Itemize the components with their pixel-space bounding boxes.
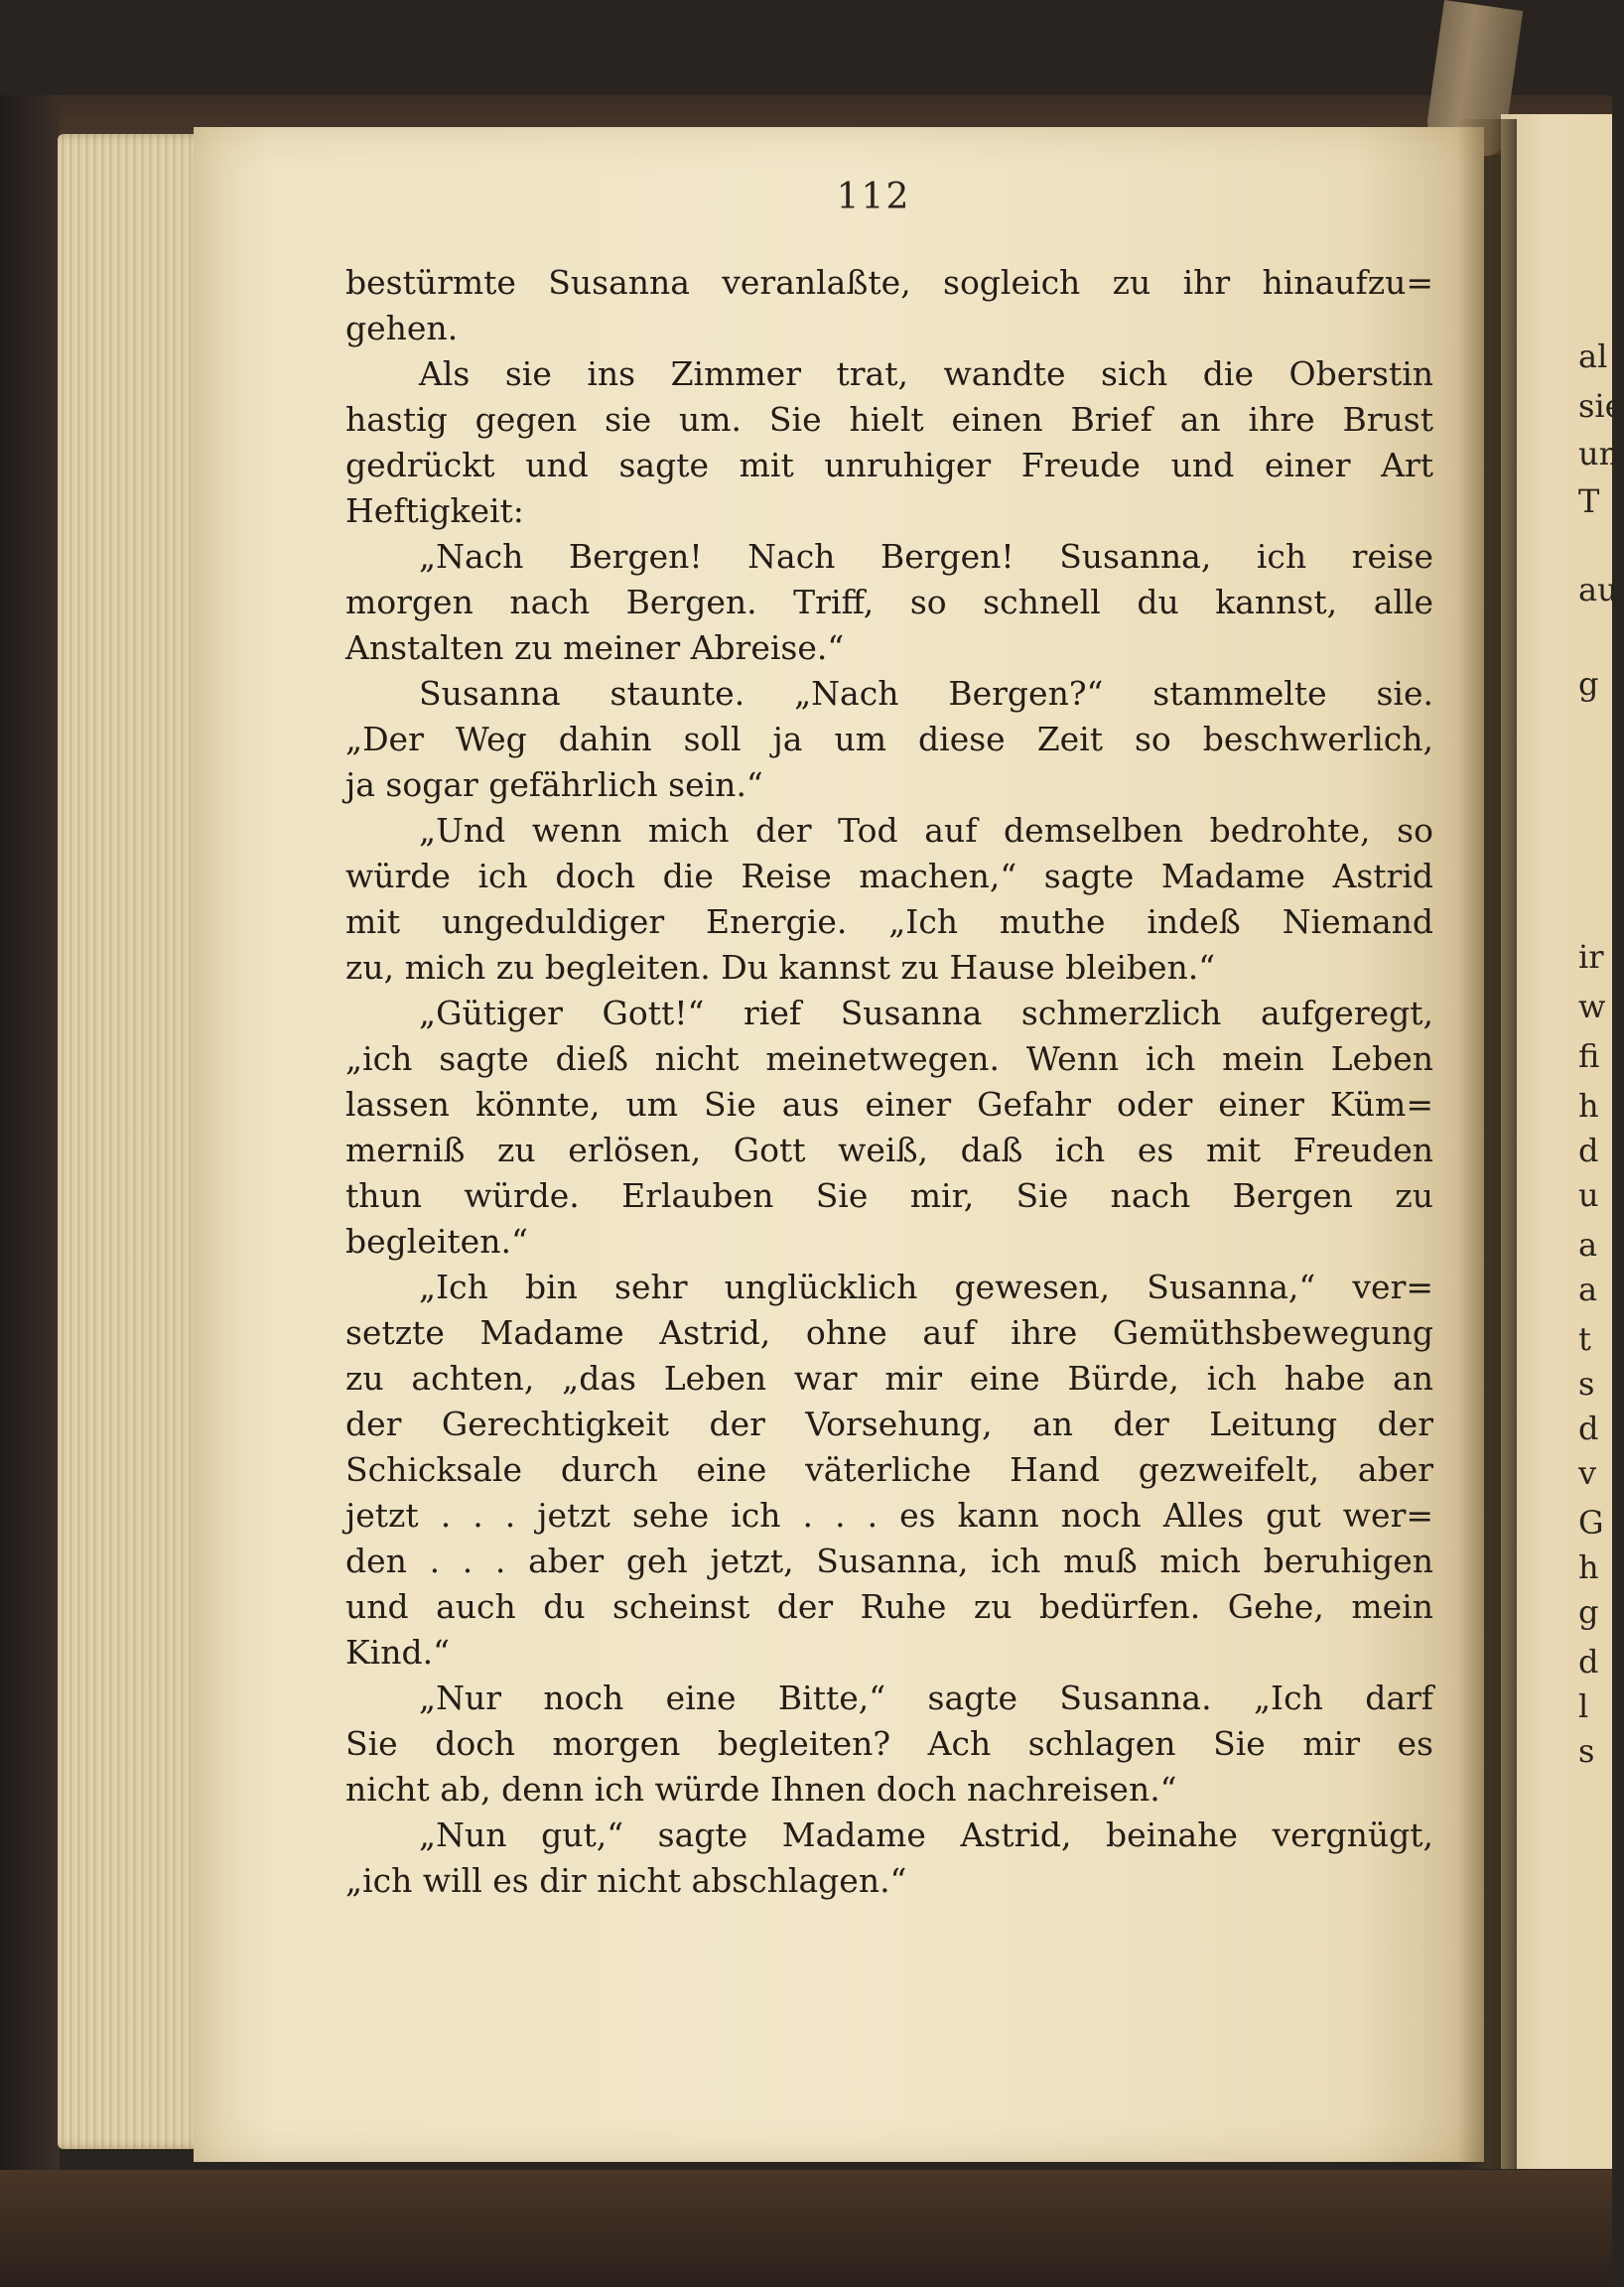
right-page-fragment: l xyxy=(1578,1687,1589,1725)
book-cover-left-edge xyxy=(0,95,60,2190)
text-line: mit ungeduldiger Energie. „Ich muthe indeß Niemand xyxy=(345,902,1433,941)
right-page-fragment: au xyxy=(1578,571,1618,608)
right-page-fragment: a xyxy=(1578,1271,1598,1308)
right-page-fragment: h xyxy=(1578,1087,1599,1125)
right-page-fragment: h xyxy=(1578,1548,1599,1586)
text-line: der Gerechtigkeit der Vorsehung, an der Leitung der xyxy=(345,1405,1433,1443)
page-number: 112 xyxy=(836,177,911,217)
right-page-fragment: u xyxy=(1578,1176,1599,1214)
right-page-fragment: d xyxy=(1578,1410,1599,1447)
book-cover-bottom-edge xyxy=(0,2170,1612,2287)
text-line: Heftigkeit: xyxy=(345,491,524,530)
text-line: bestürmte Susanna veranlaßte, sogleich zu ihr hinaufzu= xyxy=(345,263,1433,302)
right-page-fragment: fi xyxy=(1578,1037,1600,1075)
text-line: hastig gegen sie um. Sie hielt einen Brief an ihre Brust xyxy=(345,400,1433,439)
text-line: Schicksale durch eine väterliche Hand gezweifelt, aber xyxy=(345,1450,1433,1489)
right-page-fragment: g xyxy=(1578,1593,1599,1631)
text-line: jetzt . . . jetzt sehe ich . . . es kann noch Alles gut wer= xyxy=(345,1496,1433,1535)
right-page-fragment: w xyxy=(1578,988,1606,1025)
right-page-fragment: a xyxy=(1578,1226,1598,1264)
text-line: lassen könnte, um Sie aus einer Gefahr oder einer Küm= xyxy=(345,1085,1433,1124)
right-page-fragment: un xyxy=(1578,435,1620,472)
text-line: zu achten, „das Leben war mir eine Bürde, ich habe an xyxy=(345,1359,1433,1398)
text-line: „Nun gut,“ sagte Madame Astrid, beinahe vergnügt, xyxy=(419,1816,1433,1854)
text-line: „Nach Bergen! Nach Bergen! Susanna, ich reise xyxy=(419,537,1433,576)
text-line: „Ich bin sehr unglücklich gewesen, Susanna,“ ver= xyxy=(419,1268,1433,1306)
right-page-fragment: s xyxy=(1578,1365,1595,1403)
text-line: „ich will es dir nicht abschlagen.“ xyxy=(345,1861,907,1900)
text-line: den . . . aber geh jetzt, Susanna, ich muß mich beruhigen xyxy=(345,1542,1433,1580)
text-line: zu, mich zu begleiten. Du kannst zu Hause bleiben.“ xyxy=(345,948,1216,987)
text-line: „Nur noch eine Bitte,“ sagte Susanna. „Ich darf xyxy=(419,1679,1433,1717)
text-line: „Der Weg dahin soll ja um diese Zeit so beschwerlich, xyxy=(345,720,1433,758)
right-page-fragment: sie xyxy=(1578,387,1624,425)
right-page-fragment: t xyxy=(1578,1320,1591,1358)
right-page-fragment: T xyxy=(1578,482,1600,520)
page-stack-edges xyxy=(58,134,206,2149)
text-line: begleiten.“ xyxy=(345,1222,528,1261)
text-line: nicht ab, denn ich würde Ihnen doch nachreisen.“ xyxy=(345,1770,1177,1809)
text-line: morgen nach Bergen. Triff, so schnell du kannst, alle xyxy=(345,583,1433,621)
text-line: ja sogar gefährlich sein.“ xyxy=(345,765,763,804)
text-line: gedrückt und sagte mit unruhiger Freude und einer Art xyxy=(345,446,1433,484)
book-gutter-shadow xyxy=(1457,119,1517,2169)
right-page-fragment: v xyxy=(1578,1454,1597,1492)
text-line: Susanna staunte. „Nach Bergen?“ stammelte sie. xyxy=(419,674,1433,713)
right-page-fragment: g xyxy=(1578,665,1599,703)
text-line: würde ich doch die Reise machen,“ sagte Madame Astrid xyxy=(345,857,1433,895)
text-line: Anstalten zu meiner Abreise.“ xyxy=(345,628,845,667)
text-line: und auch du scheinst der Ruhe zu bedürfen. Gehe, mein xyxy=(345,1587,1433,1626)
text-line: „ich sagte dieß nicht meinetwegen. Wenn ich mein Leben xyxy=(345,1039,1433,1078)
right-page-fragment: ir xyxy=(1578,938,1604,976)
right-page-fragment: G xyxy=(1578,1504,1604,1542)
right-page-fragment: s xyxy=(1578,1732,1595,1770)
text-line: thun würde. Erlauben Sie mir, Sie nach Bergen zu xyxy=(345,1176,1433,1215)
text-line: Sie doch morgen begleiten? Ach schlagen Sie mir es xyxy=(345,1724,1433,1763)
right-page-fragment: al xyxy=(1578,337,1608,375)
text-line: „Gütiger Gott!“ rief Susanna schmerzlich aufgeregt, xyxy=(419,994,1433,1032)
text-line: gehen. xyxy=(345,309,459,347)
text-line: Kind.“ xyxy=(345,1633,450,1672)
body-text xyxy=(345,260,1433,1904)
right-page-fragment: d xyxy=(1578,1643,1599,1681)
text-line: Als sie ins Zimmer trat, wandte sich die Oberstin xyxy=(419,354,1433,393)
text-line: merniß zu erlösen, Gott weiß, daß ich es mit Freuden xyxy=(345,1131,1433,1169)
text-line: setzte Madame Astrid, ohne auf ihre Gemüthsbewegung xyxy=(345,1313,1433,1352)
text-line: „Und wenn mich der Tod auf demselben bedrohte, so xyxy=(419,811,1433,850)
right-page-fragment: d xyxy=(1578,1132,1599,1169)
